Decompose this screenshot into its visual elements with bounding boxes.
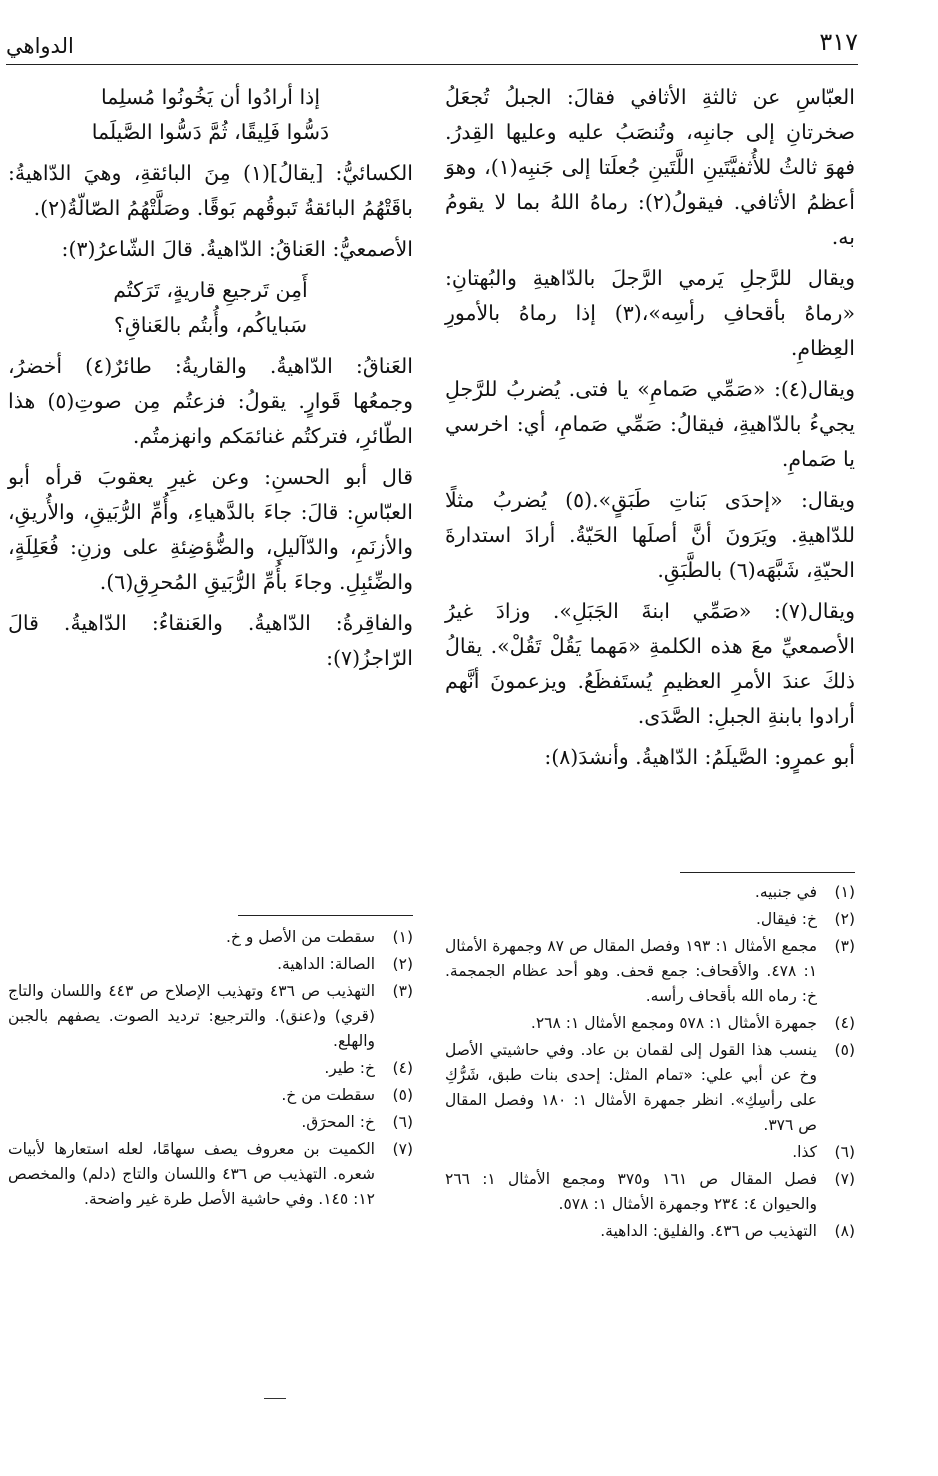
paragraph: ويقال(٤): «صَمِّي صَمامِ» يا فتى. يُضربُ للرَّجلِ يجيءُ بالدّاهيةِ، فيقالُ: صَمِّي صَمامِ، أي: اخرسي يا صَمامِ. bbox=[445, 377, 855, 471]
footnote-number: (١) bbox=[392, 928, 413, 946]
footnote bbox=[445, 1011, 855, 1036]
page-number: ٣١٧ bbox=[819, 28, 858, 56]
page-header bbox=[6, 28, 858, 65]
verse-line: إذا أرادُوا أن يَخُونُوا مُسلِما bbox=[100, 85, 321, 109]
footnote-number: (٥) bbox=[834, 1041, 855, 1059]
footnote-number: (٢) bbox=[834, 910, 855, 928]
paragraph: الأصمعيُّ: العَناقُ: الدّاهيةُ. قالَ الشّاعرُ(٣): bbox=[61, 237, 413, 261]
footnote-text: التهذيب ص ٤٣٦. والفليق: الداهية. bbox=[600, 1222, 817, 1240]
footnotes-left bbox=[8, 925, 413, 1214]
footnote-divider bbox=[680, 872, 855, 873]
footnote-text: ينسب هذا القول إلى لقمان بن عاد. وفي حاشيتي الأصل وخ عن أبي علي: «تمام المثل: إحدى بنات طبق، شَرُّكِ على رأسِكِ». انظر جمهرة الأمثال ١: ١٨٠ وفصل المقال ص ٣٧٦. bbox=[445, 1041, 818, 1134]
paragraph: العبّاسِ عن ثالثةِ الأثافي فقالَ: الجبلُ تُجعَلُ صخرتانِ إلى جانبِه، وتُنصَبُ عليه وعليها القِدرُ. فهوَ ثالثُ للأُثفيَّتَينِ اللَّتَينِ جُعلَتا إلى جَنبِه(١)، وهوَ أعظمُ الأثافي. فيقولُ(٢): رماهُ اللهُ بما لا يقومُ به. bbox=[445, 85, 856, 249]
footnote-number: (٧) bbox=[392, 1140, 413, 1158]
paragraph: ويقال للرَّجلِ يَرمي الرَّجلَ بالدّاهيةِ والبُهتانِ: «رماهُ بأقحافِ رأسِه»،(٣) إذا رماهُ بالأمورِ العِظامِ. bbox=[445, 266, 855, 360]
footnote-number: (٤) bbox=[392, 1059, 413, 1077]
footnote bbox=[8, 1110, 413, 1135]
footnote-text: مجمع الأمثال ١: ١٩٣ وفصل المقال ص ٨٧ وجمهرة الأمثال ١: ٤٧٨. والأقحاف: جمع قحف. وهو أحد عظام الجمجمة. خ: رماه الله بأقحاف رأسه. bbox=[445, 937, 818, 1005]
footnote-number: (٤) bbox=[834, 1014, 855, 1032]
left-column bbox=[8, 80, 413, 682]
footnote bbox=[8, 979, 413, 1054]
footnote bbox=[445, 907, 855, 932]
footnote bbox=[445, 1140, 855, 1165]
paragraph: ويقال: «إحدَى بَناتِ طَبَقٍ».(٥) يُضربُ مثلًا للدّاهيةِ. ويَرَونَ أنَّ أصلَها الحَيّةُ. أرادَ استدارةَ الحيّةِ، شَبَّهَه(٦) بالطَّبَقِ. bbox=[445, 488, 855, 582]
paragraph: قال أبو الحسنِ: وعن غيرِ يعقوبَ قرأه أبو العبّاسِ: قالَ: جاءَ بالدَّهياءِ، وأُمِّ الرُّبَيقِ، والأُريقِ، والأزنَمِ، والدّآليلِ، والضُّؤضِئةِ على وزنِ: فُعَلِلَةٍ، والضِّئبِلِ. وجاءَ بأُمِّ الرُّبَيقِ المُحرِقِ(٦). bbox=[8, 465, 413, 594]
verse-line: أَمِن تَرجيعِ قاريةٍ، تَرَكتُم bbox=[113, 278, 308, 302]
footnote-text: الصالة: الداهية. bbox=[277, 955, 375, 973]
footnote-number: (٢) bbox=[392, 955, 413, 973]
running-title: الدواهي bbox=[6, 34, 74, 58]
footnote bbox=[8, 1083, 413, 1108]
verse-line: دَسُّوا فَلِيقًا، ثُمَّ دَسُّوا الصَّيلَما bbox=[91, 120, 330, 144]
footnote-number: (١) bbox=[834, 883, 855, 901]
footnote bbox=[445, 934, 855, 1009]
footnote bbox=[8, 1056, 413, 1081]
footnote-text: الكميت بن معروف يصف سهامًا، لعله استعارها لأبيات شعره. التهذيب ص ٤٣٦ واللسان والتاج (دلم) والمخصص ١٢: ١٤٥. وفي حاشية الأصل طرة غير واضحة. bbox=[8, 1140, 375, 1208]
footnote-text: التهذيب ص ٤٣٦ وتهذيب الإصلاح ص ٤٤٣ واللسان والتاج (قري) و(عنق). والترجيع: ترديد الصوت. يصفهم بالجبن والهلع. bbox=[8, 982, 376, 1050]
footnote bbox=[8, 952, 413, 977]
verse bbox=[8, 80, 413, 150]
footnote-divider bbox=[238, 915, 413, 916]
footnote-text: سقطت من خ. bbox=[281, 1086, 375, 1104]
paragraph: والفاقِرةُ: الدّاهيةُ. والعَنقاءُ: الدّاهيةُ. قالَ الرّاجزُ(٧): bbox=[8, 611, 413, 670]
footnote-number: (٦) bbox=[392, 1113, 413, 1131]
footnote bbox=[8, 925, 413, 950]
right-column bbox=[445, 80, 855, 781]
footnotes-right bbox=[445, 880, 855, 1246]
footnote-text: خ: فيقال. bbox=[756, 910, 817, 928]
verse-line: سَباياكُم، وأُبتُم بالعَناقِ؟ bbox=[113, 313, 308, 337]
footnote bbox=[8, 1137, 413, 1212]
footnote-text: سقطت من الأصل و خ. bbox=[225, 928, 375, 946]
footnote bbox=[445, 1167, 855, 1217]
footnote-text: في جنبيه. bbox=[754, 883, 817, 901]
page-mark bbox=[264, 1398, 286, 1399]
footnote-number: (٧) bbox=[834, 1170, 855, 1188]
footnote bbox=[445, 1038, 855, 1138]
footnote-text: خ: طير. bbox=[324, 1059, 375, 1077]
footnote-number: (٨) bbox=[834, 1222, 855, 1240]
paragraph: العَناقُ: الدّاهيةُ. والقاريةُ: طائرٌ(٤) أخضرُ، وجمعُها قَوارٍ. يقولُ: فزعتُم مِن صوتِ(٥) هذا الطّائرِ، فتركتُم غنائمَكم وانهزمتُم. bbox=[8, 354, 413, 448]
verse bbox=[8, 273, 413, 343]
paragraph: ويقال(٧): «صَمِّي ابنةَ الجَبَلِ». وزادَ غيرُ الأصمعيِّ معَ هذه الكلمةِ «مَهما يَقُلْ تَقُلْ». يقالُ ذلكَ عندَ الأمرِ العظيمِ يُستَفظَعُ. ويزعمونَ أنَّهم أرادوا بابنةِ الجبلِ: الصَّدَى. bbox=[445, 599, 855, 728]
footnote bbox=[445, 1219, 855, 1244]
footnote-text: فصل المقال ص ١٦١ و٣٧٥ ومجمع الأمثال ١: ٢٦٦ والحيوان ٤: ٢٣٤ وجمهرة الأمثال ١: ٥٧٨. bbox=[445, 1170, 817, 1213]
footnote-text: جمهرة الأمثال ١: ٥٧٨ ومجمع الأمثال ١: ٢٦٨. bbox=[530, 1014, 817, 1032]
paragraph: أبو عمرٍو: الصَّيلَمُ: الدّاهيةُ. وأنشدَ(٨): bbox=[544, 745, 855, 769]
footnote-text: خ: المحرَق. bbox=[301, 1113, 375, 1131]
paragraph: الكسائيُّ: [يقالُ](١) مِنَ البائقةِ، وهيَ الدّاهيةُ: باقَتْهُمُ البائقةُ تَبوقُهم بَوقًا. وصَلَّتْهُمُ الصّالّةُ(٢). bbox=[8, 161, 413, 220]
footnote-text: كذا. bbox=[792, 1143, 817, 1161]
footnote-number: (٦) bbox=[834, 1143, 855, 1161]
footnote-number: (٣) bbox=[392, 982, 413, 1000]
footnote bbox=[445, 880, 855, 905]
footnote-number: (٣) bbox=[834, 937, 855, 955]
footnote-number: (٥) bbox=[392, 1086, 413, 1104]
